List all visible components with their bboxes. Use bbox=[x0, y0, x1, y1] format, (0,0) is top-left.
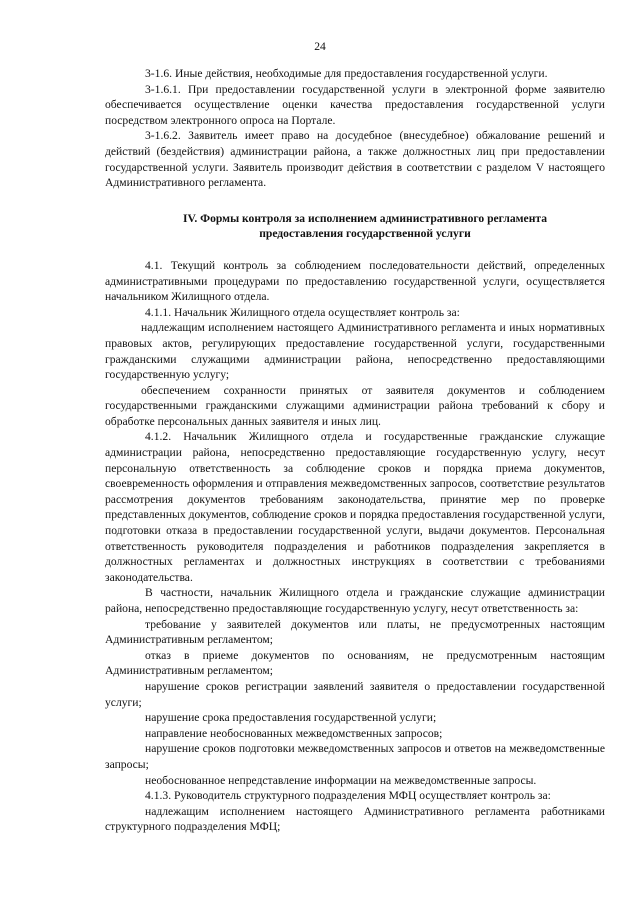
document-body bbox=[105, 66, 605, 835]
paragraph: нарушение сроков подготовки межведомственных запросов и ответов на межведомственные запросы; bbox=[105, 742, 605, 771]
paragraph: 4.1.2. Начальник Жилищного отдела и государственные гражданские служащие администрации района, непосредственно предоставляющие государственную услугу, несут персональную ответственность за соблюдение сроков и порядка приема документов, своевременность оформления и отправления межведомственных запросов, соответствие результатов рассмотрения документов требованиям законодательства, принятие мер по проверке представленных документов, соблюдение сроков и порядка предоставления государственной услуги, подготовки отказа в предоставлении государственной услуги, выдачи документов. Персональная ответственность руководителя подразделения и работников подразделения закрепляется в должностных регламентах и должностных инструкциях в соответствии с требованиями законодательства. bbox=[105, 430, 605, 584]
paragraph: 4.1.3. Руководитель структурного подразделения МФЦ осуществляет контроль за: bbox=[145, 789, 551, 803]
section-heading-line: IV. Формы контроля за исполнением административного регламента bbox=[182, 211, 548, 225]
paragraph: отказ в приеме документов по основаниям, не предусмотренным настоящим Административным регламентом; bbox=[105, 648, 605, 678]
paragraph: обеспечением сохранности принятых от заявителя документов и соблюдением государственными гражданскими служащими администрации района требований к сбору и обработке персональных данных заявителя и иных лиц. bbox=[105, 383, 605, 428]
paragraph: требование у заявителей документов или платы, не предусмотренных настоящим Административным регламентом; bbox=[105, 617, 605, 647]
paragraph: нарушение сроков регистрации заявлений заявителя о предоставлении государственной услуги; bbox=[105, 679, 605, 709]
paragraph: направление необоснованных межведомственных запросов; bbox=[145, 726, 443, 740]
paragraph: 4.1.1. Начальник Жилищного отдела осуществляет контроль за: bbox=[145, 305, 460, 319]
paragraph: 4.1. Текущий контроль за соблюдением последовательности действий, определенных административными процедурами по предоставлению государственной услуги, осуществляется начальником Жилищного отдела. bbox=[105, 258, 605, 304]
page-number: 24 bbox=[314, 40, 326, 53]
paragraph: необоснованное непредставление информации на межведомственные запросы. bbox=[145, 773, 537, 787]
paragraph: нарушение срока предоставления государственной услуги; bbox=[145, 711, 437, 725]
paragraph: надлежащим исполнением настоящего Административного регламента работниками структурного подразделения МФЦ; bbox=[105, 804, 605, 834]
paragraph: 3-1.6.2. Заявитель имеет право на досудебное (внесудебное) обжалование решений и действий (бездействия) администрации района, а также должностных лиц при предоставлении государственной услуги. Заявитель производит действия в соответствии с разделом V настоящего Административного регламента. bbox=[105, 129, 605, 190]
paragraph: 3-1.6.1. При предоставлении государственной услуги в электронной форме заявителю обеспечивается осуществление оценки качества предоставления государственной услуги посредством электронного опроса на Портале. bbox=[105, 82, 605, 127]
paragraph: надлежащим исполнением настоящего Административного регламента и иных нормативных правовых актов, регулирующих предоставление государственной услуги, государственными гражданскими служащими администрации района, непосредственно предоставляющими государственную услугу; bbox=[105, 321, 605, 382]
paragraph: 3-1.6. Иные действия, необходимые для предоставления государственной услуги. bbox=[145, 67, 548, 80]
section-heading-line: предоставления государственной услуги bbox=[259, 227, 471, 241]
paragraph: В частности, начальник Жилищного отдела и гражданские служащие администрации района, непосредственно предоставляющие государственную услугу, несут ответственность за: bbox=[105, 586, 605, 615]
section-heading bbox=[105, 211, 605, 242]
